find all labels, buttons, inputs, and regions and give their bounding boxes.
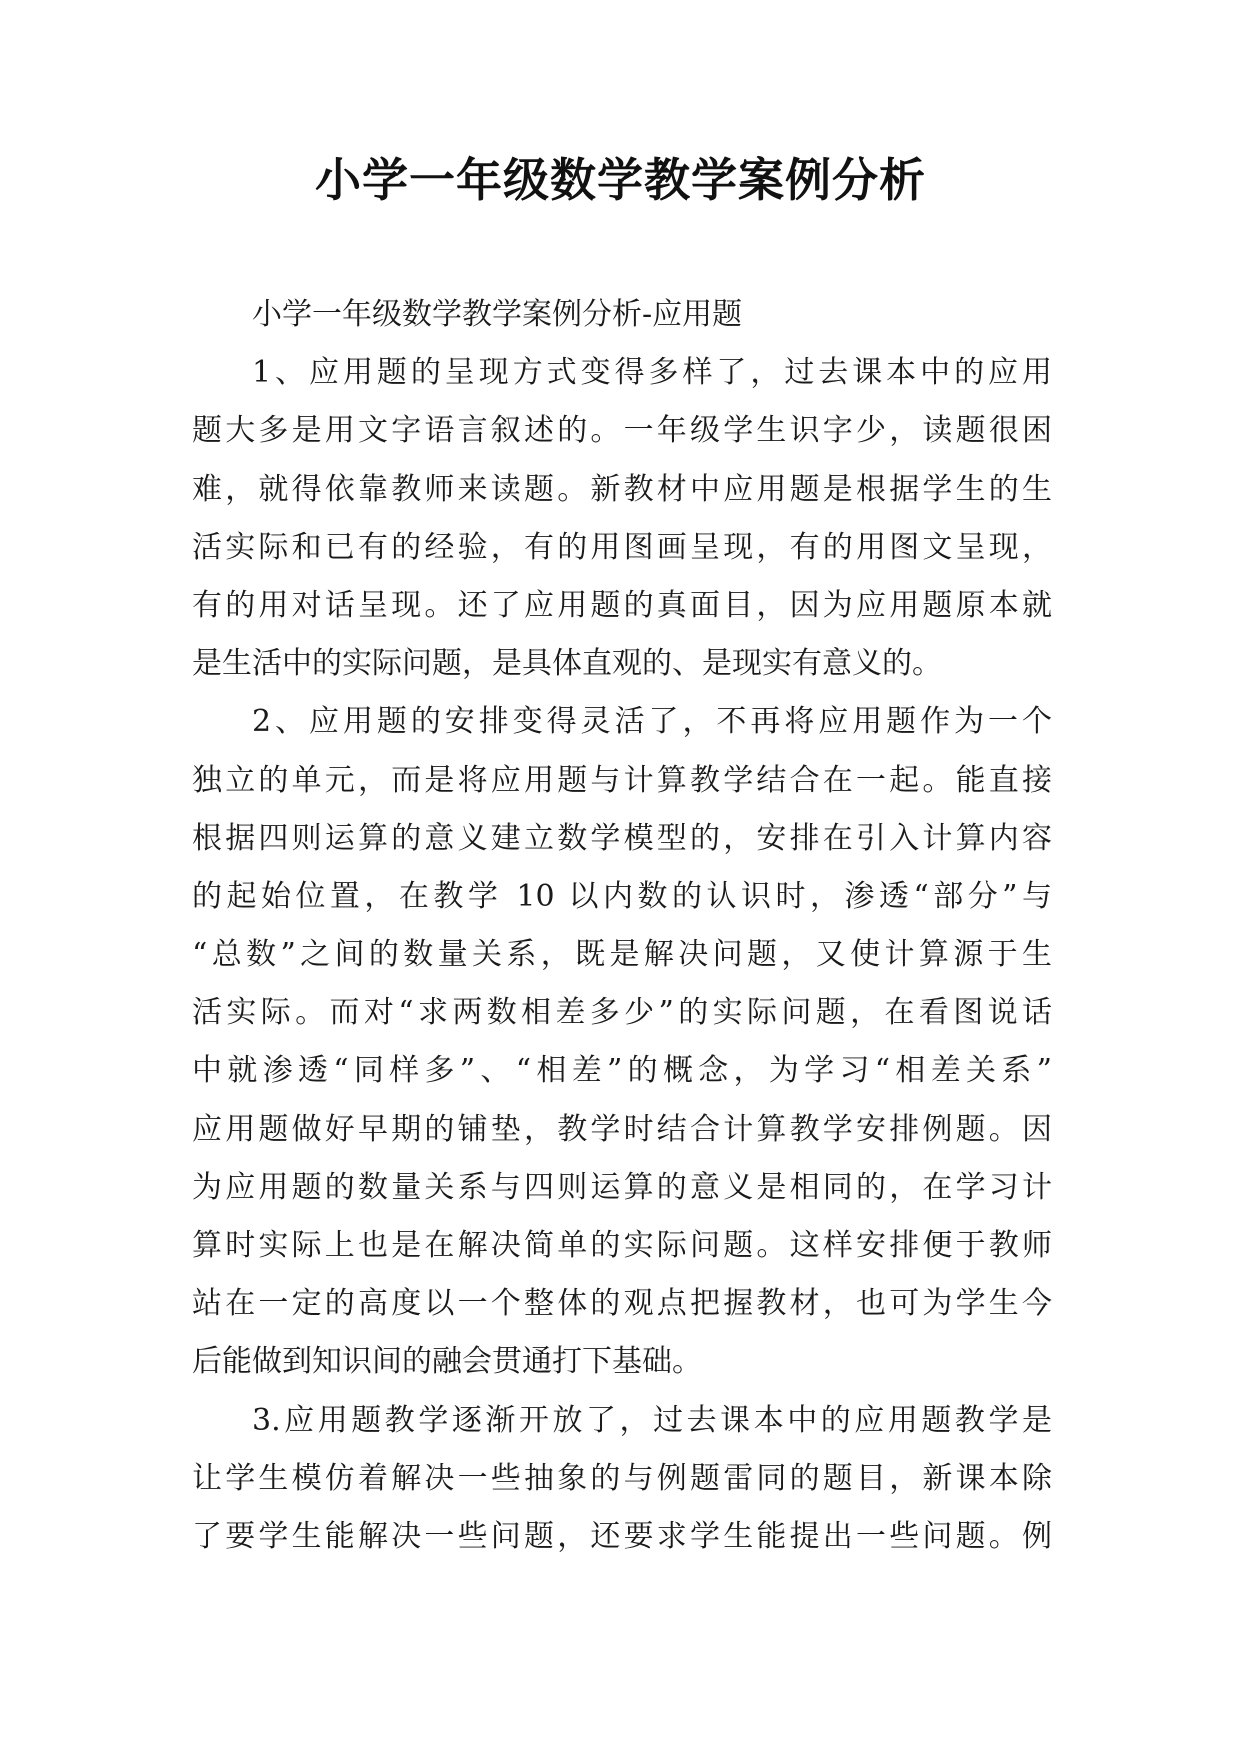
paragraph-2-line: 后能做到知识间的融会贯通打下基础。 — [192, 1344, 702, 1380]
paragraph-2-line: 的起始位置，在教学 10 以内数的认识时，渗透“部分”与 — [192, 878, 1052, 914]
subtitle-line: 小学一年级数学教学案例分析-应用题 — [252, 297, 743, 332]
paragraph-2-line: 站在一定的高度以一个整体的观点把握教材，也可为学生今 — [192, 1286, 1052, 1322]
paragraph-1-line: 题大多是用文字语言叙述的。一年级学生识字少，读题很困 — [192, 413, 1052, 449]
paragraph-2-line: 为应用题的数量关系与四则运算的意义是相同的，在学习计 — [192, 1169, 1052, 1205]
paragraph-3-line: 3.应用题教学逐渐开放了，过去课本中的应用题教学是 — [252, 1402, 1052, 1438]
paragraph-3-line: 让学生模仿着解决一些抽象的与例题雷同的题目，新课本除 — [192, 1460, 1052, 1496]
document-body — [192, 286, 1052, 1566]
paragraph-2-line: 根据四则运算的意义建立数学模型的，安排在引入计算内容 — [192, 820, 1052, 856]
paragraph-2-line: 2、应用题的安排变得灵活了，不再将应用题作为一个 — [252, 704, 1052, 740]
paragraph-2-line: 独立的单元，而是将应用题与计算教学结合在一起。能直接 — [192, 762, 1052, 798]
paragraph-2-line: 中就渗透“同样多”、“相差”的概念，为学习“相差关系” — [192, 1053, 1052, 1089]
paragraph-1-line: 难，就得依靠教师来读题。新教材中应用题是根据学生的生 — [192, 471, 1052, 507]
paragraph-2-line: “总数”之间的数量关系，既是解决问题，又使计算源于生 — [192, 937, 1052, 973]
paragraph-1-line: 有的用对话呈现。还了应用题的真面目，因为应用题原本就 — [192, 587, 1052, 623]
paragraph-1-line: 1、应用题的呈现方式变得多样了，过去课本中的应用 — [252, 355, 1052, 391]
paragraph-3-line: 了要学生能解决一些问题，还要求学生能提出一些问题。例 — [192, 1518, 1052, 1554]
paragraph-1-line: 是生活中的实际问题，是具体直观的、是现实有意义的。 — [192, 646, 942, 682]
document-title: 小学一年级数学教学案例分析 — [315, 153, 926, 207]
paragraph-2-line: 算时实际上也是在解决简单的实际问题。这样安排便于教师 — [192, 1228, 1052, 1263]
paragraph-2-line: 活实际。而对“求两数相差多少”的实际问题，在看图说话 — [192, 995, 1052, 1031]
paragraph-1-line: 活实际和已有的经验，有的用图画呈现，有的用图文呈现， — [192, 529, 1052, 565]
paragraph-2-line: 应用题做好早期的铺垫，教学时结合计算教学安排例题。因 — [192, 1111, 1052, 1147]
